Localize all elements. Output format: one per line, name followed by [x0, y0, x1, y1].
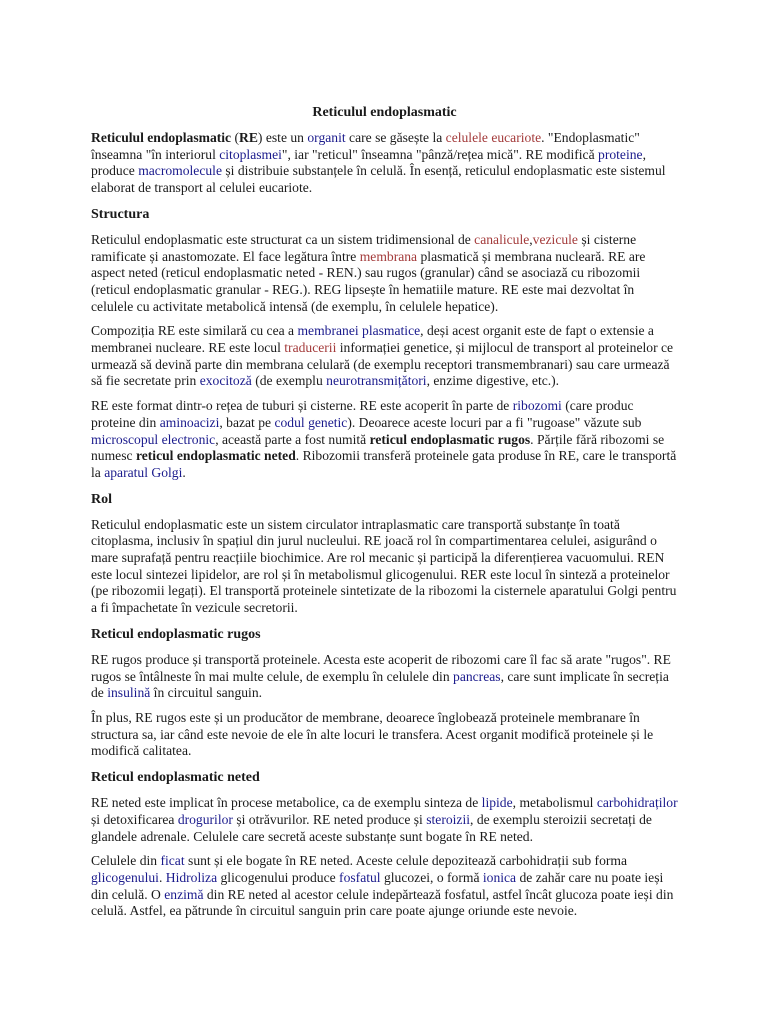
- link-pancreas[interactable]: pancreas: [453, 668, 501, 684]
- abbr-bold: RE: [239, 130, 258, 145]
- link-hidroliza[interactable]: Hidroliza: [165, 869, 218, 885]
- link-ficat[interactable]: ficat: [160, 853, 185, 869]
- link-enzima[interactable]: enzimă: [164, 886, 204, 902]
- section-heading-neted: Reticul endoplasmatic neted: [91, 770, 260, 786]
- link-carbohidratilor[interactable]: carbohidraților: [596, 795, 678, 811]
- structura-paragraph-2: Compoziția RE este similară cu cea a membranei plasmatice, deși acest organit este de fapt o extensie a membranei nucleare. RE este locul traducerii informației genetice, și mijlocul de transport al proteinelor ce urmează să devină parte din membrana celulară (de exemplu receptori transmembranari) sau care urmează să fie secretate prin exocitoză (de exemplu neurotransmițători, enzime digestive, etc.).: [91, 323, 674, 389]
- link-membrana[interactable]: membrana: [359, 248, 418, 264]
- link-glicogenului[interactable]: glicogenului: [91, 869, 159, 885]
- link-organit[interactable]: organit: [307, 130, 346, 145]
- link-neurotransmitatori[interactable]: neurotransmițători: [326, 373, 427, 389]
- link-ribozomi[interactable]: ribozomi: [512, 398, 562, 414]
- term-bold: Reticulul endoplasmatic: [91, 130, 232, 145]
- section-heading-rol: Rol: [91, 491, 112, 507]
- rugos-paragraph-2: În plus, RE rugos este și un producător de membrane, deoarece înglobează proteinele membranare în structura sa, iar când este nevoie de ele în alte locuri le transfera. Acest organit modifică proteinele și le modifică calitatea.: [91, 709, 654, 759]
- structura-paragraph-1: Reticulul endoplasmatic este structurat ca un sistem tridimensional de canalicule,vezicule și cisterne ramificate și anastomozate. El face legătura între membrana plasmatică și membrana nucleară. RE are aspect neted (reticul endoplasmatic neted - REN.) sau rugos (granular) când se asociază cu ribozomii (reticul endoplasmatic granular - REG.). REG lipsește în hematiile mature. RE este mai dezvoltat în celulele cu activitate metabolică intensă (de exemplu, în celulele hepatice).: [91, 231, 646, 314]
- neted-paragraph-1: RE neted este implicat în procese metabolice, ca de exemplu sinteza de lipide, metabolismul carbohidraților și detoxificarea drogurilor și otrăvurilor. RE neted produce și steroizii, de exemplu steroizii secretați de glandele adrenale. Celulele care secretă aceste substanțe sunt bogate în RE neted.: [91, 795, 678, 844]
- link-exocitoza[interactable]: exocitoză: [199, 373, 252, 389]
- link-microscopul-electronic[interactable]: microscopul electronic: [91, 431, 216, 447]
- link-vezicule[interactable]: vezicule: [532, 231, 578, 247]
- link-ionica[interactable]: ionica: [482, 869, 517, 885]
- link-codul-genetic[interactable]: codul genetic: [274, 414, 348, 430]
- link-insulina[interactable]: insulină: [107, 685, 151, 701]
- link-fosfatul[interactable]: fosfatul: [339, 869, 381, 885]
- link-aparatul-golgi[interactable]: aparatul Golgi: [104, 464, 183, 480]
- link-steroizii[interactable]: steroizii: [426, 811, 471, 827]
- link-macromolecule[interactable]: macromolecule: [138, 163, 222, 179]
- link-drogurilor[interactable]: drogurilor: [177, 811, 233, 827]
- link-traducerii[interactable]: traducerii: [284, 340, 337, 356]
- link-aminoacizi[interactable]: aminoacizi: [159, 414, 220, 430]
- link-membranei-plasmatice[interactable]: membranei plasmatice: [297, 323, 421, 339]
- term-bold: reticul endoplasmatic rugos: [369, 431, 531, 447]
- link-citoplasmei[interactable]: citoplasmei: [219, 146, 282, 162]
- section-heading-rugos: Reticul endoplasmatic rugos: [91, 626, 261, 642]
- section-heading-structura: Structura: [91, 206, 150, 222]
- link-lipide[interactable]: lipide: [481, 795, 513, 811]
- page-title: Reticulul endoplasmatic: [312, 105, 457, 120]
- intro-paragraph: Reticulul endoplasmatic (RE) este un organit care se găsește la celulele eucariote. "Endoplasmatic" înseamna "în interiorul citoplasmei", iar "reticul" înseamna "pânză/rețea mică". RE modifică proteine, produce macromolecule și distribuie substanțele în celulă. În esență, reticulul endoplasmatic este sistemul elaborat de transport al celulei eucariote.: [91, 130, 666, 196]
- neted-paragraph-2: Celulele din ficat sunt și ele bogate în RE neted. Aceste celule depozitează carbohidrații sub forma glicogenului. Hidroliza glicogenului produce fosfatul glucozei, o formă ionica de zahăr care nu poate ieși din celulă. O enzimă din RE neted al acestor celule indepărtează fosfatul, astfel încât glucoza poate ieși din celulă. Astfel, ea pătrunde în circuitul sanguin prin care poate ajunge oriunde este nevoie.: [91, 853, 674, 919]
- rugos-paragraph-1: RE rugos produce și transportă proteinele. Acesta este acoperit de ribozomi care îl fac să arate "rugos". RE rugos se întâlneste în mai multe celule, de exemplu în celulele din pancreas, care sunt implicate în secreția de insulină în circuitul sanguin.: [91, 651, 671, 701]
- term-bold: reticul endoplasmatic neted: [135, 448, 296, 464]
- link-celulele-eucariote[interactable]: celulele eucariote: [445, 130, 542, 145]
- link-proteine[interactable]: proteine: [598, 146, 643, 162]
- rol-paragraph: Reticulul endoplasmatic este un sistem circulator intraplasmatic care transportă substanțe în toată citoplasma, inclusiv în spațiul din jurul nucleului. RE joacă rol în compartimentarea celulei, asigurând o mare suprafață pentru reacțiile biochimice. Are rol mecanic și participă la diferențierea vacuomului. REN este locul sintezei lipidelor, are rol și în metabolismul glicogenului. RER este locul în sinteză a proteinelor (pe ribozomii legați). El transportă proteinele sintetizate de la ribozomi la cisternele aparatului Golgi pentru a fi împachetate în vezicule secretorii.: [91, 516, 677, 616]
- link-canalicule[interactable]: canalicule: [474, 231, 530, 247]
- structura-paragraph-3: RE este format dintr-o rețea de tuburi și cisterne. RE este acoperit în parte de ribozomi (care produc proteine din aminoacizi, bazat pe codul genetic). Deoarece aceste locuri par a fi "rugoase" văzute sub microscopul electronic, această parte a fost numită reticul endoplasmatic rugos. Părțile fără ribozomi se numesc reticul endoplasmatic neted. Ribozomii transferă proteinele gata produse în RE, care le transportă la aparatul Golgi.: [91, 398, 677, 480]
